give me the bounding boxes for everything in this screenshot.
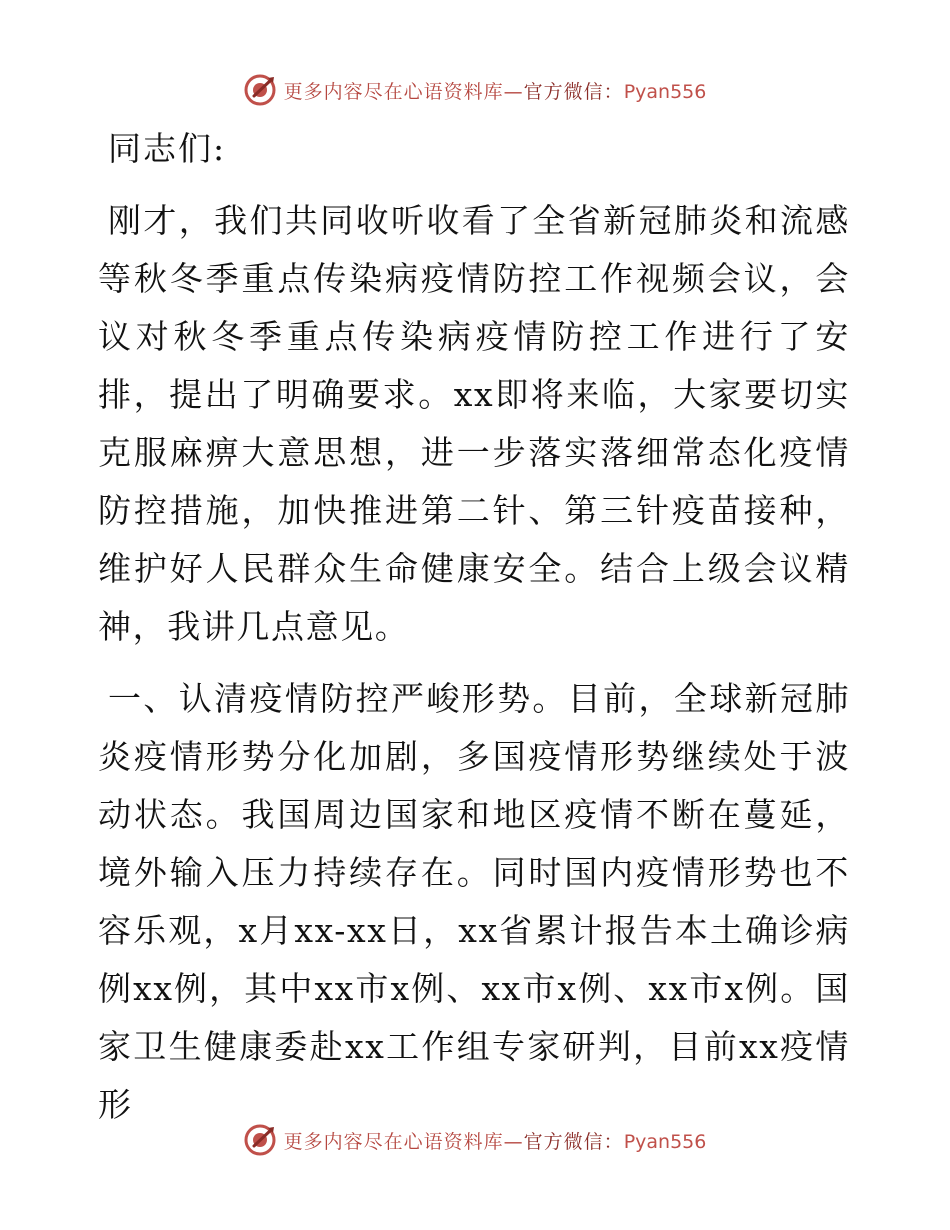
brand-logo-icon xyxy=(244,73,278,107)
watermark-brand: 更多内容尽在心语资料库 xyxy=(283,1130,504,1153)
greeting: 同志们: xyxy=(108,129,227,168)
watermark-wechat-label: 官方微信： xyxy=(523,80,624,103)
watermark-wechat-label: 官方微信： xyxy=(523,1130,624,1153)
document-body xyxy=(98,120,850,1148)
watermark-separator: — xyxy=(503,1130,524,1153)
brand-logo-icon xyxy=(244,1123,278,1157)
paragraph-section-1: 一、认清疫情防控严峻形势。目前，全球新冠肺炎疫情形势分化加剧，多国疫情形势继续处于波动状态。我国周边国家和地区疫情不断在蔓延，境外输入压力持续存在。同时国内疫情形势也不容乐观，x月xx-xx日，xx省累计报告本土确诊病例xx例，其中xx市x例、xx市x例、xx市x例。国家卫生健康委赴xx工作组专家研判，目前xx疫情形 xyxy=(98,679,850,1124)
watermark-wechat-id: Pyan556 xyxy=(623,1130,707,1153)
footer-watermark xyxy=(0,1120,950,1160)
watermark-wechat-id: Pyan556 xyxy=(623,80,707,103)
header-watermark xyxy=(0,70,950,110)
watermark-brand: 更多内容尽在心语资料库 xyxy=(283,80,504,103)
paragraph-intro: 刚才，我们共同收听收看了全省新冠肺炎和流感等秋冬季重点传染病疫情防控工作视频会议，会议对秋冬季重点传染病疫情防控工作进行了安排，提出了明确要求。xx即将来临，大家要切实克服麻痹大意思想，进一步落实落细常态化疫情防控措施，加快推进第二针、第三针疫苗接种，维护好人民群众生命健康安全。结合上级会议精神，我讲几点意见。 xyxy=(98,201,850,646)
watermark-text xyxy=(284,77,707,104)
watermark-text xyxy=(284,1127,707,1154)
watermark-separator: — xyxy=(503,80,524,103)
